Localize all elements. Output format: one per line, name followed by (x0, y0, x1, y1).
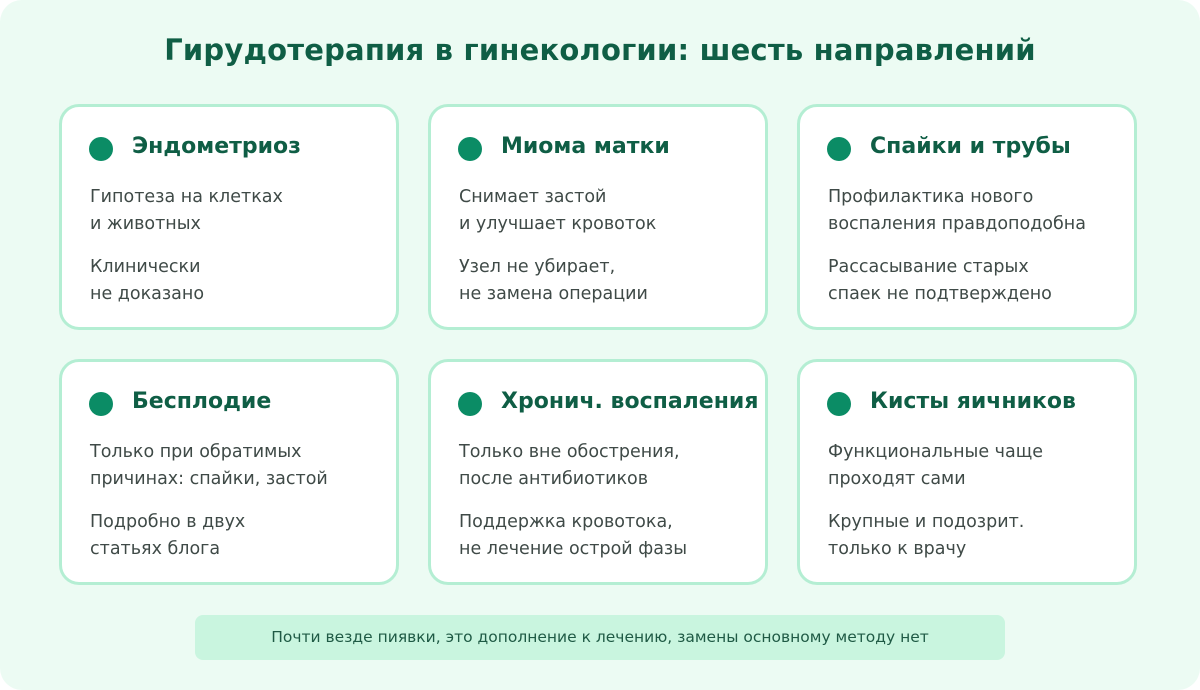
card-endometriosis (59, 104, 399, 330)
bullet-dot-icon (89, 392, 113, 416)
card-heading: Эндометриоз (132, 134, 301, 159)
card-text: статьях блога (90, 539, 221, 559)
card-myoma (428, 104, 768, 330)
card-text: не замена операции (459, 284, 648, 304)
card-text: только к врачу (828, 539, 967, 559)
card-ovarian-cysts (797, 359, 1137, 585)
card-text: и животных (90, 214, 201, 234)
card-text: Функциональные чаще (828, 442, 1043, 462)
card-text: не доказано (90, 284, 205, 304)
card-text: Рассасывание старых (828, 257, 1029, 277)
card-text: спаек не подтверждено (828, 284, 1052, 304)
card-heading: Миома матки (501, 134, 670, 159)
card-text: причинах: спайки, застой (90, 469, 328, 489)
card-text: не лечение острой фазы (459, 539, 688, 559)
card-heading: Хронич. воспаления (501, 389, 759, 414)
card-text: и улучшает кровоток (459, 214, 657, 234)
card-chronic-inflammation (428, 359, 768, 585)
card-text: Подробно в двух (90, 512, 246, 532)
card-text: после антибиотиков (459, 469, 649, 489)
card-text: Гипотеза на клетках (90, 187, 283, 207)
card-heading: Бесплодие (132, 389, 272, 414)
card-text: Узел не убирает, (459, 257, 616, 277)
card-text: Профилактика нового (828, 187, 1034, 207)
card-adhesions (797, 104, 1137, 330)
bullet-dot-icon (458, 392, 482, 416)
card-heading: Кисты яичников (870, 389, 1076, 414)
bullet-dot-icon (89, 137, 113, 161)
footer-note: Почти везде пиявки, это дополнение к лечению, замены основному методу нет (195, 615, 1005, 660)
card-text: Клинически (90, 257, 201, 277)
card-text: Поддержка кровотока, (459, 512, 673, 532)
card-text: Крупные и подозрит. (828, 512, 1025, 532)
card-infertility (59, 359, 399, 585)
bullet-dot-icon (827, 392, 851, 416)
page-title: Гирудотерапия в гинекологии: шесть направлений (164, 33, 1036, 67)
card-text: Только вне обострения, (459, 442, 680, 462)
card-heading: Спайки и трубы (870, 134, 1071, 159)
card-text: воспаления правдоподобна (828, 214, 1086, 234)
card-text: Снимает застой (459, 187, 607, 207)
card-text: проходят сами (828, 469, 966, 489)
bullet-dot-icon (458, 137, 482, 161)
bullet-dot-icon (827, 137, 851, 161)
card-text: Только при обратимых (90, 442, 302, 462)
